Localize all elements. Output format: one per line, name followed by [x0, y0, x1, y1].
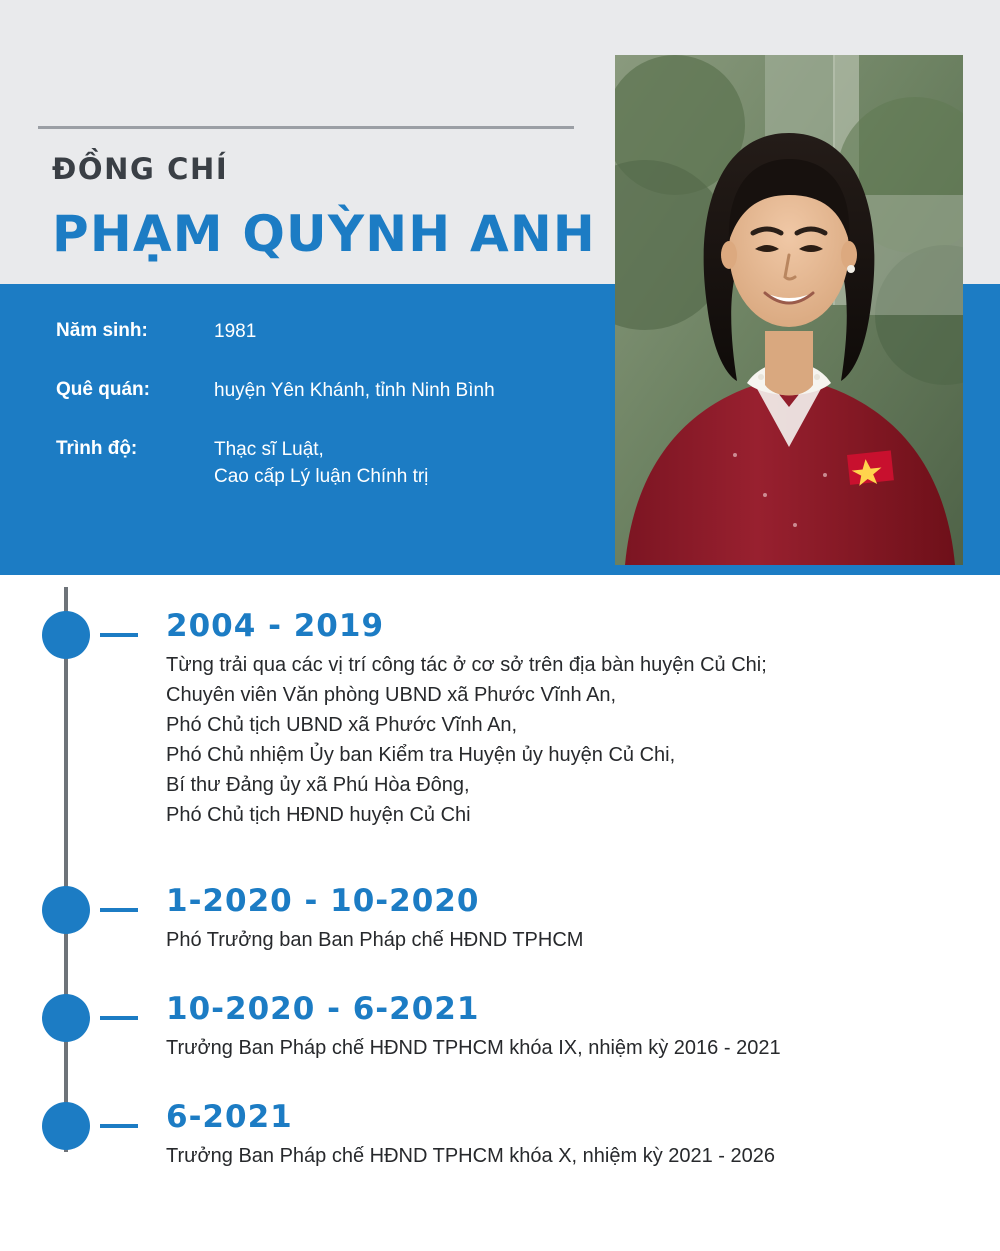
timeline-item-4 — [0, 1066, 1000, 1176]
bio-value-hometown-line1: huyện Yên Khánh, tỉnh Ninh Bình — [214, 380, 495, 401]
header-eyebrow: ĐỒNG CHÍ — [52, 152, 229, 186]
bio-value-hometown — [214, 377, 495, 404]
timeline-desc-1-line-5: Bí thư Đảng ủy xã Phú Hòa Đông, — [166, 774, 470, 796]
timeline-dash-icon — [100, 1124, 138, 1128]
timeline-period-1: 2004 - 2019 — [166, 608, 385, 644]
timeline-desc-1-line-1: Từng trải qua các vị trí công tác ở cơ sở trên địa bàn huyện Củ Chi; — [166, 654, 767, 676]
header-divider-rule — [38, 126, 574, 129]
bio-meta-row-birthyear — [56, 318, 596, 345]
timeline-desc-1-line-2: Chuyên viên Văn phòng UBND xã Phước Vĩnh An, — [166, 684, 617, 706]
timeline-period-2: 1-2020 - 10-2020 — [166, 883, 480, 919]
timeline-desc-1 — [166, 650, 966, 830]
timeline-dash-icon — [100, 1016, 138, 1020]
timeline-period-3: 10-2020 - 6-2021 — [166, 991, 480, 1027]
timeline-desc-1-line-6: Phó Chủ tịch HĐND huyện Củ Chi — [166, 804, 471, 826]
header-section — [0, 0, 1000, 575]
timeline-desc-1-line-4: Phó Chủ nhiệm Ủy ban Kiểm tra Huyện ủy huyện Củ Chi, — [166, 744, 676, 766]
bio-value-education — [214, 436, 428, 490]
timeline-desc-4-line-1: Trưởng Ban Pháp chế HĐND TPHCM khóa X, nhiệm kỳ 2021 - 2026 — [166, 1145, 776, 1167]
timeline-item-2 — [0, 850, 1000, 960]
timeline-desc-3-line-1: Trưởng Ban Pháp chế HĐND TPHCM khóa IX, nhiệm kỳ 2016 - 2021 — [166, 1037, 781, 1059]
timeline-dot-icon — [42, 611, 90, 659]
timeline-dot-icon — [42, 994, 90, 1042]
bio-value-birthyear — [214, 318, 256, 345]
bio-label-education: Trình độ: — [56, 438, 138, 459]
timeline-desc-3 — [166, 1033, 966, 1063]
bio-value-education-line1: Thạc sĩ Luật, — [214, 439, 324, 460]
timeline-item-1 — [0, 575, 1000, 867]
timeline-dot-icon — [42, 886, 90, 934]
bio-value-birthyear-line1: 1981 — [214, 321, 257, 342]
career-timeline — [0, 575, 1000, 1251]
portrait-photo — [615, 55, 963, 565]
timeline-dash-icon — [100, 633, 138, 637]
page-title: PHẠM QUỲNH ANH — [52, 205, 596, 263]
timeline-period-4: 6-2021 — [166, 1099, 293, 1135]
timeline-desc-1-line-3: Phó Chủ tịch UBND xã Phước Vĩnh An, — [166, 714, 518, 736]
bio-meta-row-hometown — [56, 377, 596, 404]
timeline-desc-4 — [166, 1141, 966, 1171]
bio-meta-row-education — [56, 436, 596, 490]
bio-label-birthyear: Năm sinh: — [56, 320, 148, 341]
timeline-desc-2 — [166, 925, 966, 955]
timeline-dot-icon — [42, 1102, 90, 1150]
bio-value-education-line2: Cao cấp Lý luận Chính trị — [214, 466, 429, 487]
timeline-item-3 — [0, 958, 1000, 1068]
timeline-dash-icon — [100, 908, 138, 912]
timeline-desc-2-line-1: Phó Trưởng ban Ban Pháp chế HĐND TPHCM — [166, 929, 584, 951]
bio-meta-list — [56, 318, 596, 522]
bio-label-hometown: Quê quán: — [56, 379, 150, 400]
